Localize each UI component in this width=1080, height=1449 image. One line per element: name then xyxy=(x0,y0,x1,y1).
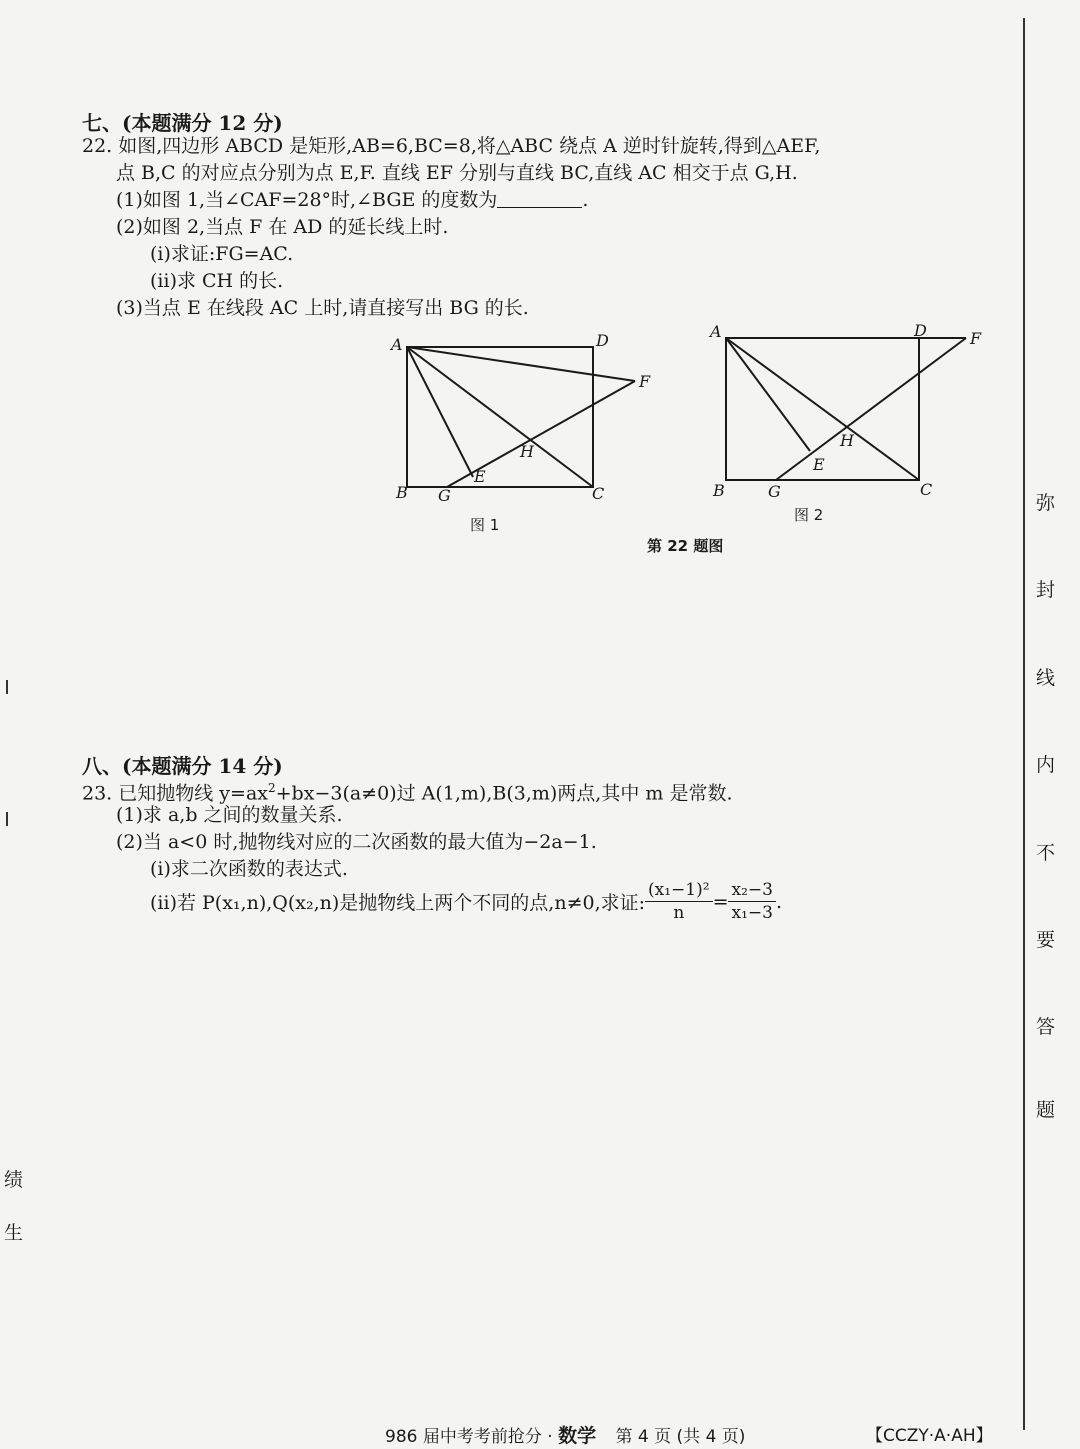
fig1-label-g: G xyxy=(438,486,451,505)
q22-part3: (3)当点 E 在线段 AC 上时,请直接写出 BG 的长. xyxy=(116,297,529,319)
fraction-left xyxy=(645,880,713,923)
fraction-right-numerator: x₂−3 xyxy=(728,880,775,902)
left-margin-char: 绩 xyxy=(4,1169,24,1191)
q22-part2-ii: (ⅱ)求 CH 的长. xyxy=(150,270,284,292)
fraction-left-numerator: (x₁−1)² xyxy=(645,880,713,902)
figure-2-diagram xyxy=(700,320,1000,505)
fig1-label-f: F xyxy=(639,372,651,391)
q23-line1-text-a: 23. 已知抛物线 y=ax xyxy=(82,782,268,805)
q22-line2: 点 B,C 的对应点分别为点 E,F. 直线 EF 分别与直线 BC,直线 AC 相交于点 G,H. xyxy=(116,162,798,184)
q23-exponent: 2 xyxy=(268,781,276,795)
fig2-label-b: B xyxy=(713,481,725,500)
page-footer xyxy=(385,1421,745,1448)
q22-line1: 22. 如图,四边形 ABCD 是矩形,AB=6,BC=8,将△ABC 绕点 A 逆时针旋转,得到△AEF, xyxy=(82,135,821,157)
fraction-right-denominator: x₁−3 xyxy=(731,903,773,923)
q23-part1: (1)求 a,b 之间的数量关系. xyxy=(116,804,343,826)
footer-code: 【CCZY·A·AH】 xyxy=(866,1426,993,1446)
q23-part2-ii-text: (ⅱ)若 P(x₁,n),Q(x₂,n)是抛物线上两个不同的点,n≠0,求证: xyxy=(150,892,646,914)
fig2-label-d: D xyxy=(914,321,927,340)
fraction-right xyxy=(728,880,775,923)
figure-1-diagram xyxy=(385,325,665,510)
figure-1-caption: 图 1 xyxy=(470,516,500,534)
answer-blank[interactable] xyxy=(497,189,582,208)
seal-char: 题 xyxy=(1036,1099,1056,1121)
q22-part2: (2)如图 2,当点 F 在 AD 的延长线上时. xyxy=(116,216,449,238)
footer-series: 986 届中考考前抢分 · xyxy=(385,1427,559,1447)
margin-tick xyxy=(6,812,8,826)
q23-end-period: . xyxy=(775,890,782,913)
section-8-title: 八、(本题满分 14 分) xyxy=(82,754,283,778)
seal-char: 线 xyxy=(1036,667,1056,689)
figure-group-caption: 第 22 题图 xyxy=(647,537,724,555)
q22-part1 xyxy=(116,187,588,214)
fig2-label-g: G xyxy=(768,482,781,501)
segment-af xyxy=(407,347,635,381)
q22-part2-i: (ⅰ)求证:FG=AC. xyxy=(150,243,294,265)
fig2-label-c: C xyxy=(920,480,933,499)
section-7-title: 七、(本题满分 12 分) xyxy=(82,111,283,135)
margin-tick xyxy=(6,680,8,694)
q22-part1-end: . xyxy=(582,189,589,211)
equals-sign: = xyxy=(712,890,729,913)
fig2-label-a: A xyxy=(710,322,722,341)
line-ef xyxy=(776,338,966,480)
seal-line xyxy=(1023,18,1025,1430)
seal-char: 内 xyxy=(1036,754,1056,776)
fig1-label-d: D xyxy=(596,331,609,350)
fig1-label-b: B xyxy=(396,483,408,502)
q23-part2: (2)当 a<0 时,抛物线对应的二次函数的最大值为−2a−1. xyxy=(116,831,597,853)
fig2-label-h: H xyxy=(840,431,854,450)
seal-char: 答 xyxy=(1036,1016,1056,1038)
q23-part2-i: (ⅰ)求二次函数的表达式. xyxy=(150,858,348,880)
fig2-label-e: E xyxy=(813,455,825,474)
seal-char: 弥 xyxy=(1036,492,1056,514)
fraction-left-denominator: n xyxy=(673,903,685,923)
fig1-label-c: C xyxy=(592,484,605,503)
fig1-label-a: A xyxy=(391,335,403,354)
q23-part2-ii xyxy=(150,880,782,923)
q23-line1-text-b: +bx−3(a≠0)过 A(1,m),B(3,m)两点,其中 m 是常数. xyxy=(275,782,733,805)
seal-char: 不 xyxy=(1036,842,1056,864)
fig1-label-h: H xyxy=(520,442,534,461)
footer-subject: 数学 xyxy=(558,1425,597,1447)
fig2-label-f: F xyxy=(970,329,982,348)
segment-ae xyxy=(726,338,810,451)
fig1-label-e: E xyxy=(474,467,486,486)
footer-page-number: 第 4 页 (共 4 页) xyxy=(615,1427,746,1447)
q22-part1-text: (1)如图 1,当∠CAF=28°时,∠BGE 的度数为 xyxy=(116,189,498,211)
left-margin-char: 生 xyxy=(4,1222,24,1244)
seal-char: 要 xyxy=(1036,929,1056,951)
segment-ae xyxy=(407,347,473,477)
seal-char: 封 xyxy=(1036,579,1056,601)
figure-2-caption: 图 2 xyxy=(794,506,824,524)
segment-ac xyxy=(407,347,593,487)
